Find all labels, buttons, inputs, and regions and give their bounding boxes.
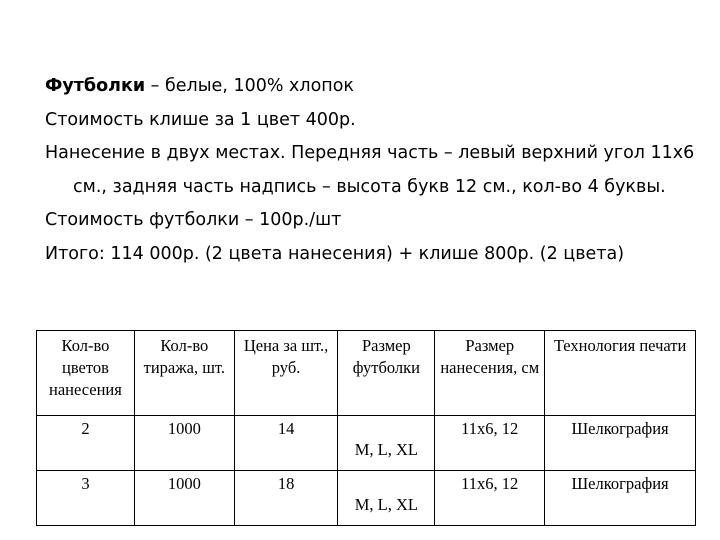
cell-print-run: 1000 bbox=[134, 471, 234, 526]
cell-unit-price: 14 bbox=[234, 416, 338, 471]
description-line-product bbox=[45, 70, 695, 104]
description-line-shirt-cost: Стоимость футболки – 100р./шт bbox=[45, 210, 342, 230]
cell-colors-count: 2 bbox=[37, 416, 135, 471]
header-colors-count: Кол-во цветов нанесения bbox=[37, 331, 135, 416]
header-print-technology: Технология печати bbox=[545, 331, 696, 416]
cell-print-size: 11х6, 12 bbox=[435, 471, 545, 526]
cell-print-run: 1000 bbox=[134, 416, 234, 471]
table-row bbox=[37, 471, 696, 526]
description-text bbox=[45, 70, 695, 271]
cell-colors-count: 3 bbox=[37, 471, 135, 526]
cell-shirt-size: M, L, XL bbox=[338, 471, 435, 526]
table-header-row bbox=[37, 331, 696, 416]
header-print-run: Кол-во тиража, шт. bbox=[134, 331, 234, 416]
product-details: – белые, 100% хлопок bbox=[145, 76, 354, 96]
header-shirt-size: Размер футболки bbox=[338, 331, 435, 416]
product-name: Футболки bbox=[45, 76, 146, 96]
table-row bbox=[37, 416, 696, 471]
description-line-placement: Нанесение в двух местах. Передняя часть – левый верхний угол 11х6 см., задняя часть надпись – высота букв 12 см., кол-во 4 буквы. bbox=[45, 143, 695, 197]
header-unit-price: Цена за шт., руб. bbox=[234, 331, 338, 416]
header-print-size: Размер нанесения, см bbox=[435, 331, 545, 416]
cell-shirt-size: M, L, XL bbox=[338, 416, 435, 471]
description-line-cliche-cost: Стоимость клише за 1 цвет 400р. bbox=[45, 109, 356, 130]
order-spec-table bbox=[36, 330, 696, 526]
description-line-total: Итого: 114 000р. (2 цвета нанесения) + клише 800р. (2 цвета) bbox=[45, 243, 625, 264]
cell-unit-price: 18 bbox=[234, 471, 338, 526]
cell-print-technology: Шелкография bbox=[545, 471, 696, 526]
cell-print-size: 11х6, 12 bbox=[435, 416, 545, 471]
cell-print-technology: Шелкография bbox=[545, 416, 696, 471]
